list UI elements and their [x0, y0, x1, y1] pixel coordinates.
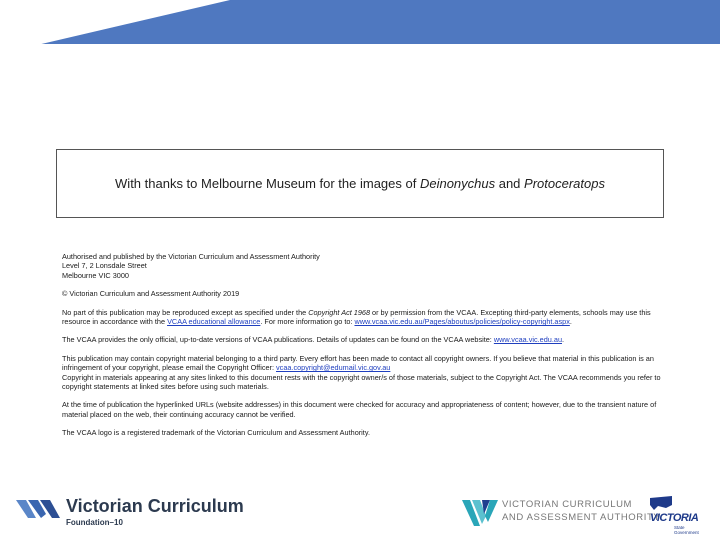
copyright-act: Copyright Act 1968	[308, 307, 371, 317]
victoria-state-name: VICTORIA	[650, 512, 699, 524]
vcaa-name-line2: AND ASSESSMENT AUTHORITY	[502, 512, 661, 523]
hyperlink-disclaimer-text: At the time of publication the hyperlinked URLs (website addresses) in this document were checked for accuracy and appropriateness of content; however, due to the transient nature of material placed on the web, their continuing accuracy cannot be verified.	[62, 400, 657, 419]
victorian-curriculum-title: Victorian Curriculum	[66, 496, 244, 516]
third-party-text-b: Copyright in materials appearing at any sites linked to this document rests with the copyright owner/s of those materials, subject to the Copyright Act. The VCAA recommends you refer to copyright statements at linked sites before using such materials.	[62, 372, 661, 392]
educational-allowance-link[interactable]: VCAA educational allowance	[167, 317, 261, 327]
updates-text-b: .	[562, 335, 565, 345]
species-deinonychus: Deinonychus	[419, 176, 496, 191]
header-swoosh	[0, 0, 230, 44]
copyright-officer-email-link[interactable]: vcaa.copyright@edumail.vic.gov.au	[276, 363, 391, 373]
copyright-line: © Victorian Curriculum and Assessment Authority 2019	[62, 289, 240, 299]
vcaa-website-link[interactable]: www.vcaa.vic.edu.au	[493, 335, 562, 345]
trademark-text: The VCAA logo is a registered trademark of the Victorian Curriculum and Assessment Authority.	[62, 428, 370, 438]
acknowledgement-box	[56, 149, 664, 218]
state-government-label	[674, 525, 699, 535]
victoria-map-icon	[650, 496, 672, 512]
authorised-by: Authorised and published by the Victorian Curriculum and Assessment Authority	[62, 252, 320, 261]
third-party-paragraph	[62, 354, 662, 392]
reproduction-text-d: .	[569, 317, 572, 327]
reproduction-text-b: or by permission from the VCAA. Excepting third-party elements, schools may use this resource in accordance with the	[62, 307, 651, 327]
copyright-policy-link[interactable]: www.vcaa.vic.edu.au/Pages/aboutus/policies/policy-copyright.aspx	[354, 317, 570, 327]
legal-notice	[62, 252, 662, 447]
third-party-text-a: This publication may contain copyright material belonging to a third party. Every effort has been made to contact all copyright owners. If you believe that material in this publication is an infringement of your copyright, please email the Copyright Officer:	[62, 353, 654, 373]
species-protoceratops: Protoceratops	[524, 176, 605, 191]
hyperlink-disclaimer	[62, 400, 662, 419]
vcaa-name-line1: VICTORIAN CURRICULUM	[502, 499, 633, 510]
victorian-curriculum-logo-icon	[16, 496, 62, 522]
reproduction-text-a: No part of this publication may be reproduced except as specified under the	[62, 307, 309, 317]
acknowledgement-prefix: With thanks to Melbourne Museum for the images of	[115, 176, 420, 191]
victorian-curriculum-subtitle: Foundation–10	[66, 518, 123, 527]
government-label: Government	[674, 530, 699, 535]
footer	[0, 488, 720, 540]
acknowledgement-middle: and	[495, 176, 525, 191]
vcaa-logo-icon	[462, 498, 498, 528]
header-band	[0, 0, 720, 44]
trademark-statement	[62, 428, 662, 437]
reproduction-text-c: . For more information go to:	[260, 317, 355, 327]
city-line: Melbourne VIC 3000	[62, 270, 129, 280]
acknowledgement-text	[115, 176, 605, 191]
updates-paragraph	[62, 335, 662, 344]
reproduction-paragraph	[62, 308, 662, 327]
copyright-statement	[62, 289, 662, 298]
address-line: Level 7, 2 Lonsdale Street	[62, 261, 147, 271]
updates-text-a: The VCAA provides the only official, up-to-date versions of VCAA publications. Details of updates can be found on the VCAA website:	[62, 335, 494, 345]
state-label: State	[674, 525, 685, 530]
authorisation-block	[62, 252, 662, 280]
